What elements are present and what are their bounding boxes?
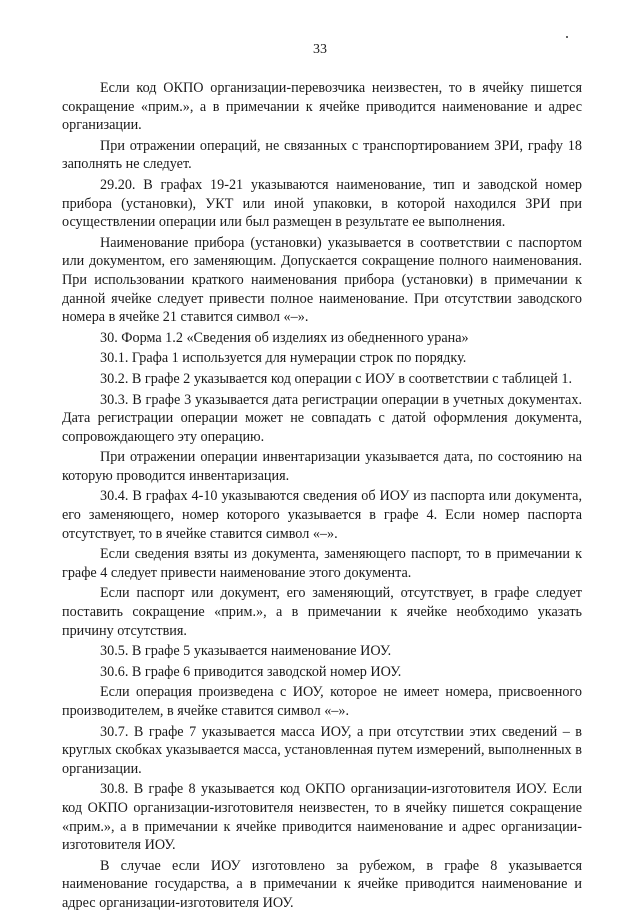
paragraph: Наименование прибора (установки) указывается в соответствии с паспортом или документом, его заменяющим. Допускается сокращение полного наименования. При использовании краткого наименования прибора (установки) в примечании к данной ячейке следует привести полное наименование. При отсутствии заводского номера в ячейке 21 ставится символ «–».	[62, 234, 582, 326]
paragraph: В случае если ИОУ изготовлено за рубежом, в графе 8 указывается наименование государства, а в примечании к ячейке приводится наименование и адрес организации-изготовителя ИОУ.	[62, 857, 582, 911]
paragraph: Если паспорт или документ, его заменяющий, отсутствует, в графе следует поставить сокращение «прим.», а в примечании к ячейке необходимо указать причину отсутствия.	[62, 585, 582, 639]
paragraph: 30.1. Графа 1 используется для нумерации строк по порядку.	[100, 350, 467, 367]
paragraph: 30.7. В графе 7 указывается масса ИОУ, а при отсутствии этих сведений – в круглых скобках указывается масса, установленная путем измерений, выполненных в организации.	[62, 723, 582, 777]
paragraph: При отражении операции инвентаризации указывается дата, по состоянию на которую проводится инвентаризация.	[62, 449, 582, 484]
paragraph: 30.3. В графе 3 указывается дата регистрации операции в учетных документах. Дата регистрации операции может не совпадать с датой оформления документа, сопровождающего эту операцию.	[62, 391, 582, 445]
paragraph: При отражении операций, не связанных с транспортированием ЗРИ, графу 18 заполнять не следует.	[62, 137, 582, 173]
paragraph: Если сведения взяты из документа, заменяющего паспорт, то в примечании к графе 4 следует привести наименование этого документа.	[62, 546, 582, 581]
paragraph: Если код ОКПО организации-перевозчика неизвестен, то в ячейку пишется сокращение «прим.», а в примечании к ячейке приводится наименование и адрес организации.	[62, 80, 582, 134]
paragraph: 30.4. В графах 4-10 указываются сведения об ИОУ из паспорта или документа, его заменяющего, номер которого указывается в графе 4. Если номер паспорта отсутствует, то в ячейке ставится символ «–».	[62, 488, 582, 542]
paragraph: Если операция произведена с ИОУ, которое не имеет номера, присвоенного производителем, в ячейке ставится символ «–».	[62, 684, 582, 719]
paragraph: 30.5. В графе 5 указывается наименование ИОУ.	[100, 643, 392, 660]
scan-dot	[566, 36, 568, 38]
paragraph: 30.6. В графе 6 приводится заводской номер ИОУ.	[100, 663, 402, 680]
paragraph: 30.2. В графе 2 указывается код операции с ИОУ в соответствии с таблицей 1.	[100, 370, 573, 387]
page-number: 33	[313, 42, 327, 57]
document-body	[62, 79, 582, 915]
paragraph: 29.20. В графах 19-21 указываются наименование, тип и заводской номер прибора (установки), УКТ или иной упаковки, в которой находился ЗРИ при осуществлении операции или был размещен в результате ее выполнения.	[62, 176, 582, 231]
section-heading: 30. Форма 1.2 «Сведения об изделиях из обедненного урана»	[100, 329, 469, 346]
paragraph: 30.8. В графе 8 указывается код ОКПО организации-изготовителя ИОУ. Если код ОКПО организации-изготовителя неизвестен, то в ячейку пишется сокращение «прим.», а в примечании к ячейке приводится наименование и адрес организации-изготовителя ИОУ.	[62, 781, 582, 854]
